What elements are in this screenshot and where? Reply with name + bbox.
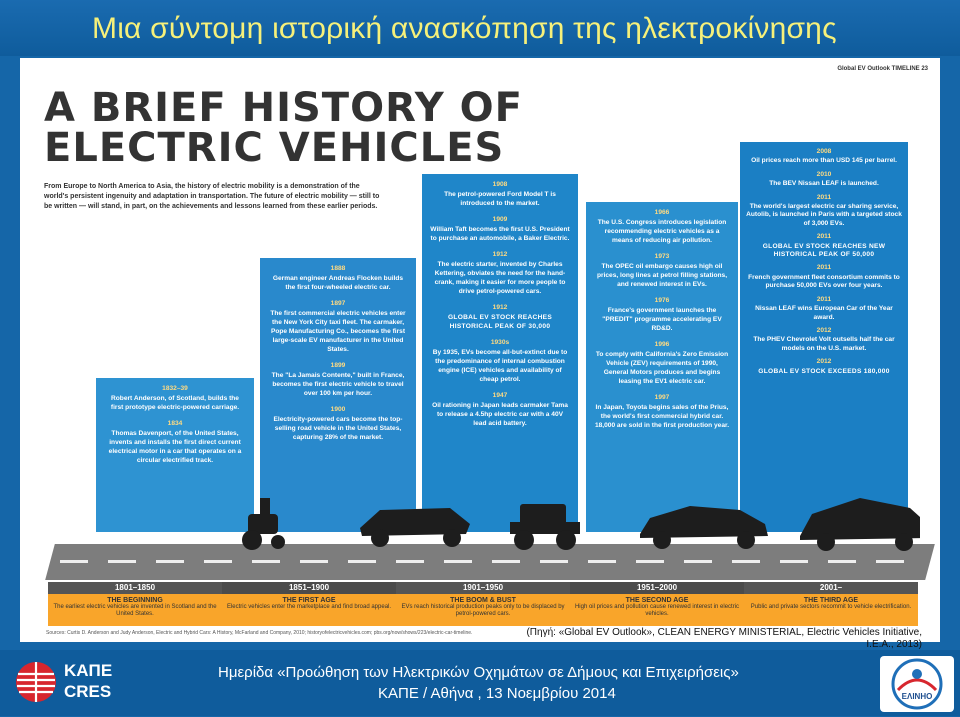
era-1: 1801–1850 THE BEGINNING The earliest electric vehicles are invented in Scotland and the United States.	[48, 582, 222, 626]
modern-ev-silhouette-icon	[800, 498, 920, 551]
road-stripe	[60, 560, 920, 563]
era-3: 1901–1950 THE BOOM & BUST EVs reach historical production peaks only to be displaced by petrol-powered cars.	[396, 582, 570, 626]
early-electric-car-icon	[360, 508, 470, 547]
poster-title	[44, 85, 523, 171]
timeline-column-4: 1966 The U.S. Congress introduces legislation recommending electric vehicles as a means of reducing air pollution. 1973 The OPEC oil embargo causes high oil prices, long lines at petrol filling stations, and renewed interest in EVs. 1976 France's government launches the "PREDIT" programme accelerating EV RD&D. 1996 To comply with California's Zero Emission Vehicle (ZEV) requirements of 1990, General Motors produces and begins leasing the EV1 electric car. 1997 In Japan, Toyota begins sales of the Prius, the world's first commercial hybrid car. 18,000 are sold in the first production year.	[586, 202, 738, 532]
kape-logo-text: ΚΑΠΕ CRES	[64, 661, 113, 701]
era-5: 2001– THE THIRD AGE Public and private sectors recommit to vehicle electrification.	[744, 582, 918, 626]
ev-history-poster	[20, 58, 940, 642]
elinho-logo-icon	[880, 656, 954, 712]
era-band	[48, 582, 918, 626]
timeline-column-2: 1888 German engineer Andreas Flocken builds the first four-wheeled electric car. 1897 The first commercial electric vehicles enter the New York City taxi fleet. The carmaker, Pope Manufacturing Co., becomes the first large-scale EV manufacturer in the United States. 1899 The "La Jamais Contente," built in France, becomes the first electric vehicle to travel over 100 km per hour. 1900 Electricity-powered cars become the top-selling road vehicle in the United States, capturing 28% of the market.	[260, 258, 416, 532]
kape-logo-icon	[14, 656, 58, 708]
model-t-silhouette-icon	[510, 504, 580, 550]
source-caption: (Πηγή: «Global EV Outlook», CLEAN ENERGY MINISTERIAL, Electric Vehicles Initiative, I.E.A., 2013)	[526, 627, 922, 650]
timeline-column-1: 1832–39 Robert Anderson, of Scotland, builds the first prototype electric-powered carriage. 1834 Thomas Davenport, of the United States, invents and installs the first direct current electrical motor in a car that operates on a circular electrified track.	[96, 378, 254, 532]
elinho-logo-text: ΕΛΙΝΗΟ	[901, 692, 933, 701]
poster-sources: Sources: Curtis D. Anderson and Judy Anderson, Electric and Hybrid Cars: A History, McFarland and Company, 2010; historyofelectricvehicles.com; pbs.org/now/shows/223/electric-car-timeline.	[46, 630, 473, 636]
elinho-logo	[880, 656, 954, 712]
slide-title: Μια σύντομη ιστορική ανασκόπηση της ηλεκτροκίνησης	[92, 12, 837, 45]
poster-header-ref: Global EV Outlook TIMELINE 23	[837, 66, 928, 72]
poster-title-line1: A BRIEF HISTORY OF	[44, 85, 523, 131]
sedan-silhouette-icon	[640, 506, 768, 549]
poster-intro: From Europe to North America to Asia, the history of electric mobility is a demonstration of the world's persistent ingenuity and adaptation in transportation. The future of electric mobility — still to be written — will stand, in part, on the achievements and lessons learned from these earlier periods.	[44, 183, 380, 210]
slide-title-bar	[0, 0, 960, 56]
timeline-column-3: 1908 The petrol-powered Ford Model T is introduced to the market. 1909 William Taft becomes the first U.S. President to purchase an automobile, a Baker Electric. 1912 The electric starter, invented by Charles Kettering, obviates the need for the hand-crank, making it easier for more people to drive petrol-powered cars. 1912 GLOBAL EV STOCK REACHES HISTORICAL PEAK OF 30,000 1930s By 1935, EVs become all-but-extinct due to the predominance of internal combustion engine (ICE) vehicles and availability of cheap petrol. 1947 Oil rationing in Japan leads carmaker Tama to release a 4.5hp electric car with a 40V lead acid battery.	[422, 174, 578, 532]
footer-band	[0, 650, 960, 716]
era-2: 1851–1900 THE FIRST AGE Electric vehicles enter the marketplace and find broad appeal.	[222, 582, 396, 626]
timeline-column-5: 2008 Oil prices reach more than USD 145 per barrel. 2010 The BEV Nissan LEAF is launched. 2011 The world's largest electric car sharing service, Autolib, is launched in Paris with a targeted stock of 3,000 EVs. 2011 GLOBAL EV STOCK REACHES NEW HISTORICAL PEAK OF 50,000 2011 French government fleet consortium commits to purchase 50,000 EVs over four years. 2011 Nissan LEAF wins European Car of the Year award. 2012 The PHEV Chevrolet Volt outsells half the car models on the U.S. market. 2012 GLOBAL EV STOCK EXCEEDS 180,000	[740, 142, 908, 532]
poster-title-line2: ELECTRIC VEHICLES	[44, 125, 505, 171]
kape-cres-logo	[14, 656, 124, 708]
carriage-silhouette-icon	[242, 498, 285, 550]
era-4: 1951–2000 THE SECOND AGE High oil prices and pollution cause renewed interest in electric vehicles.	[570, 582, 744, 626]
vehicle-silhouettes	[220, 488, 920, 552]
event-title: Ημερίδα «Προώθηση των Ηλεκτρικών Οχημάτων σε Δήμους και Επιχειρήσεις»	[218, 664, 739, 681]
event-venue-date: ΚΑΠΕ / Αθήνα , 13 Νοεμβρίου 2014	[378, 685, 616, 702]
